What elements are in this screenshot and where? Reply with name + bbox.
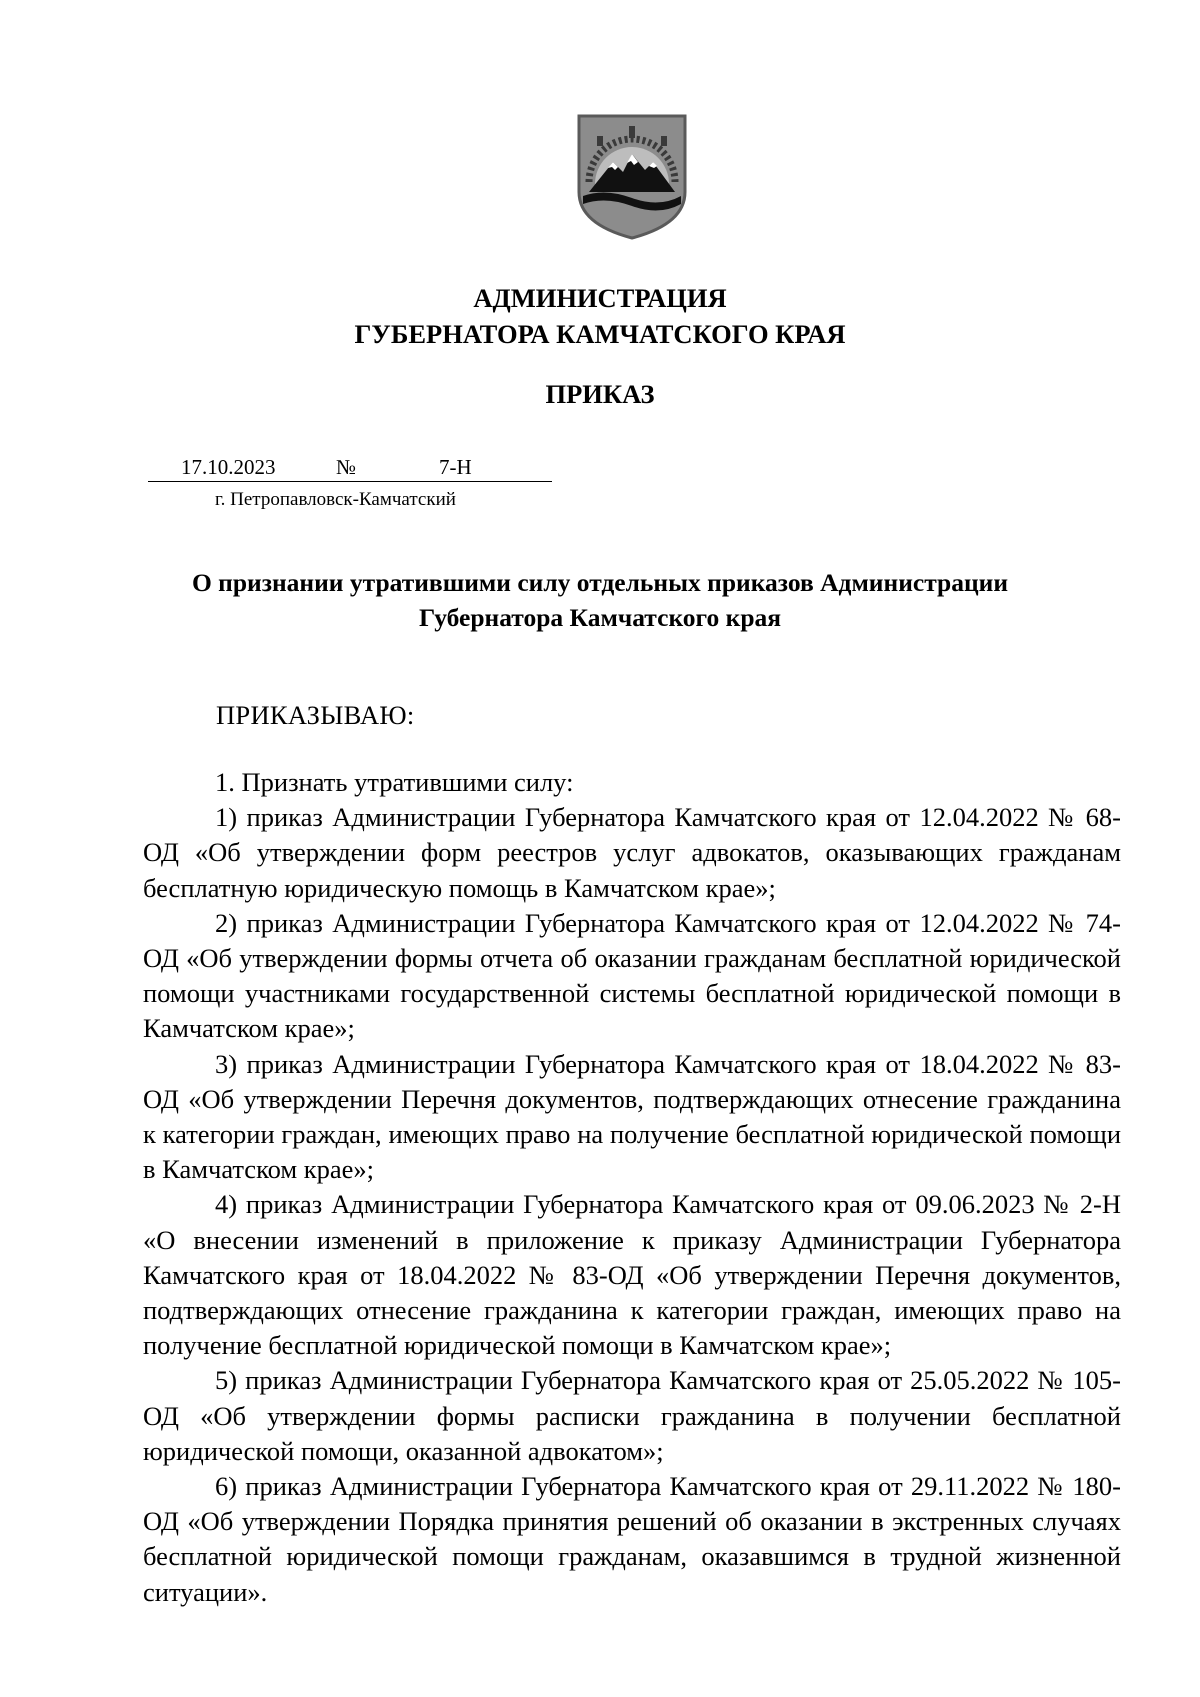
document-title-line-2: Губернатора Камчатского края bbox=[418, 603, 782, 632]
order-word: ПРИКАЗЫВАЮ: bbox=[216, 700, 415, 730]
order-item: 5) приказ Администрации Губернатора Камчатского края от 25.05.2022 № 105-ОД «Об утверждении формы расписки гражданина в получении бесплатной юридической помощи, оказанной адвокатом»; bbox=[143, 1365, 1121, 1466]
organization-title bbox=[0, 280, 1200, 352]
number-sign: № bbox=[336, 455, 357, 479]
order-item: 1) приказ Администрации Губернатора Камчатского края от 12.04.2022 № 68-ОД «Об утверждении форм реестров услуг адвокатов, оказывающих гражданам бесплатную юридическую помощь в Камчатском крае»; bbox=[143, 802, 1121, 903]
order-item: 2) приказ Администрации Губернатора Камчатского края от 12.04.2022 № 74-ОД «Об утверждении формы отчета об оказании гражданам бесплатной юридической помощи участниками государственной системы бесплатной юридической помощи в Камчатском крае»; bbox=[143, 907, 1121, 1044]
document-place: г. Петропавловск-Камчатский bbox=[215, 489, 456, 510]
order-body bbox=[143, 765, 1121, 1610]
organization-line-2: ГУБЕРНАТОРА КАМЧАТСКОГО КРАЯ bbox=[354, 319, 846, 349]
document-number: 7-Н bbox=[439, 455, 472, 479]
order-item-intro: 1. Признать утратившими силу: bbox=[215, 767, 574, 797]
order-item: 4) приказ Администрации Губернатора Камчатского края от 09.06.2023 № 2-Н «О внесении изменений в приложение к приказу Администрации Губернатора Камчатского края от 18.04.2022 № 83-ОД «Об утверждении Перечня документов, подтверждающих отнесение гражданина к категории граждан, имеющих право на получение бесплатной юридической помощи в Камчатском крае»; bbox=[143, 1189, 1121, 1361]
document-title bbox=[0, 565, 1200, 635]
date-number-line bbox=[148, 454, 552, 484]
order-item: 3) приказ Администрации Губернатора Камчатского края от 18.04.2022 № 83-ОД «Об утверждении Перечня документов, подтверждающих отнесение гражданина к категории граждан, имеющих право на получение бесплатной юридической помощи в Камчатском крае»; bbox=[143, 1048, 1121, 1185]
organization-line-1: АДМИНИСТРАЦИЯ bbox=[473, 283, 727, 313]
order-item: 6) приказ Администрации Губернатора Камчатского края от 29.11.2022 № 180-ОД «Об утверждении Порядка принятия решений об оказании в экстренных случаях бесплатной юридической помощи гражданам, оказавшимся в трудной жизненной ситуации». bbox=[143, 1471, 1121, 1607]
kamchatka-coat-of-arms-icon bbox=[575, 112, 689, 242]
document-title-line-1: О признании утратившими силу отдельных приказов Администрации bbox=[191, 568, 1009, 597]
date-number-underline bbox=[148, 481, 552, 482]
document-type: ПРИКАЗ bbox=[545, 379, 655, 409]
document-date: 17.10.2023 bbox=[181, 455, 276, 479]
